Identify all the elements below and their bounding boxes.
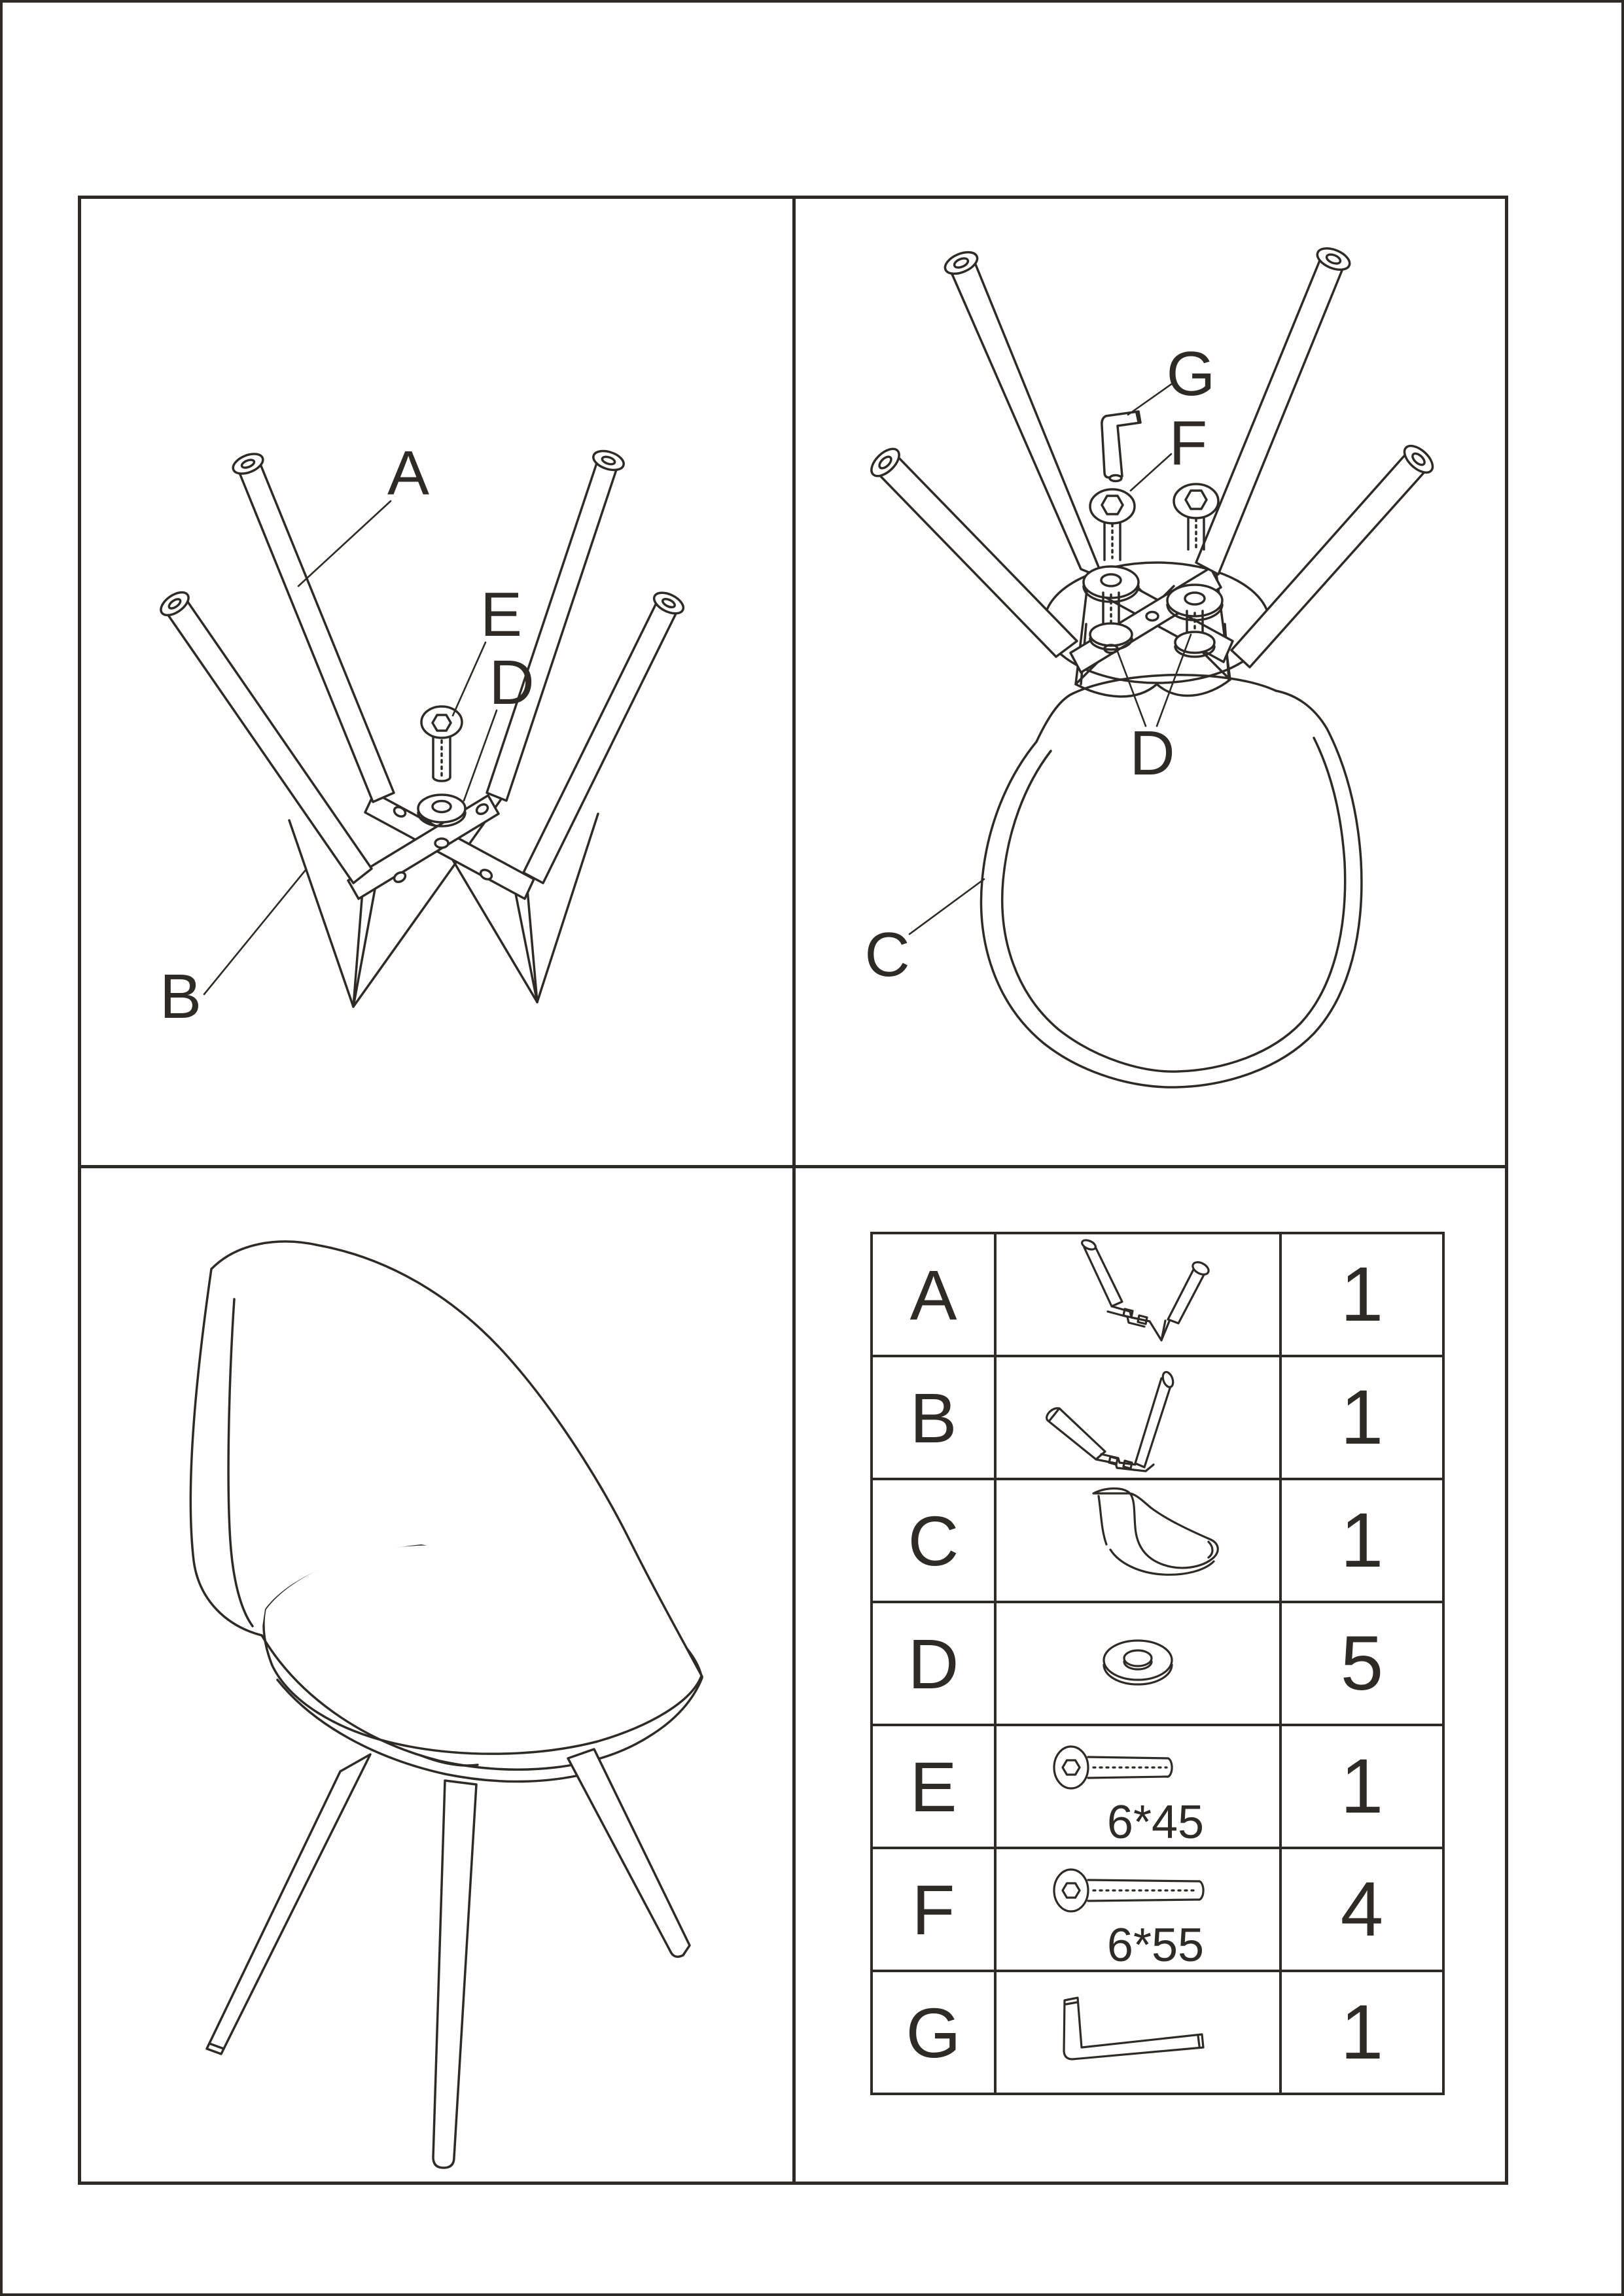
parts-row-e — [872, 1725, 1443, 1848]
parts-table — [870, 1232, 1445, 2095]
chair-legs — [207, 1749, 690, 2168]
leg-frame-a-icon — [1033, 1238, 1243, 1351]
part-letter-a: A — [909, 1255, 957, 1334]
assembled-chair-drawing — [81, 1168, 792, 2182]
long-bolt-icon — [1033, 1850, 1243, 1921]
part-qty-b: 1 — [1340, 1374, 1384, 1461]
label-f: F — [1169, 408, 1208, 478]
part-letter-b: B — [909, 1378, 957, 1457]
leg-frame-b-icon — [1033, 1361, 1243, 1474]
bolt-spec-e: 6*45 — [1106, 1796, 1205, 1849]
seat-shell-icon — [1033, 1484, 1243, 1597]
part-qty-e: 1 — [1340, 1743, 1384, 1830]
part-qty-d: 5 — [1340, 1620, 1384, 1707]
label-c-leader — [909, 879, 984, 934]
part-qty-g: 1 — [1340, 1989, 1384, 2076]
panel-seat-attachment — [796, 199, 1508, 1165]
panel-assembled-chair — [81, 1168, 792, 2182]
part-letter-f: F — [911, 1870, 955, 1949]
part-letter-c: C — [908, 1501, 959, 1580]
label-a: A — [387, 438, 430, 508]
parts-row-a — [872, 1233, 1443, 1356]
label-e: E — [480, 580, 523, 650]
parts-row-g — [872, 1971, 1443, 2094]
part-letter-g: G — [906, 1992, 961, 2072]
label-d: D — [1129, 718, 1175, 788]
label-f-leader — [1131, 454, 1171, 491]
label-e-leader — [453, 642, 485, 716]
washer-icon — [1033, 1624, 1243, 1703]
washer-d — [418, 795, 465, 826]
label-b: B — [159, 962, 202, 1032]
label-a-leader — [298, 501, 391, 586]
parts-row-d — [872, 1602, 1443, 1725]
allen-key-icon — [1033, 1990, 1243, 2075]
part-qty-f: 4 — [1340, 1866, 1384, 1953]
parts-row-f — [872, 1848, 1443, 1971]
label-g: G — [1166, 339, 1216, 409]
bolt-e — [421, 706, 462, 781]
panel-leg-frames — [81, 199, 792, 1165]
parts-row-c — [872, 1479, 1443, 1602]
label-b-leader — [204, 870, 306, 994]
part-letter-e: E — [909, 1747, 957, 1826]
leg-frames-diagram — [81, 199, 792, 1165]
seat-attachment-diagram — [796, 199, 1508, 1165]
label-c: C — [864, 920, 910, 990]
label-d: D — [489, 648, 535, 718]
panel-parts-list — [796, 1168, 1508, 2182]
parts-row-b — [872, 1356, 1443, 1479]
part-qty-a: 1 — [1340, 1251, 1384, 1338]
short-bolt-icon — [1033, 1727, 1243, 1798]
part-qty-c: 1 — [1340, 1497, 1384, 1584]
allen-key — [1102, 411, 1140, 481]
bolt-spec-f: 6*55 — [1106, 1919, 1205, 1972]
part-letter-d: D — [908, 1624, 959, 1703]
